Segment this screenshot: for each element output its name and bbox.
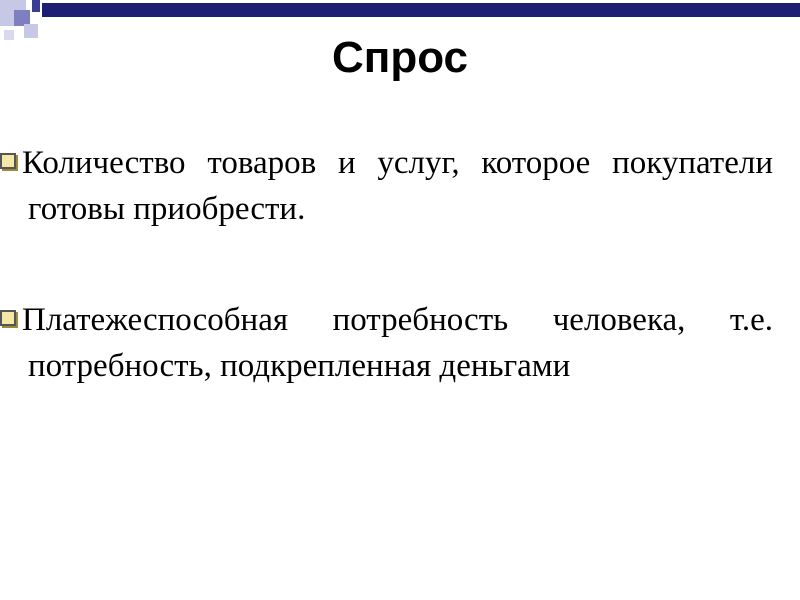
deco-square [32,0,40,12]
bullet-item-1 [22,140,773,232]
square-bullet-icon [0,153,16,169]
slide-title: Спрос [332,33,468,82]
square-bullet-icon [0,310,16,326]
header-bar [42,3,800,17]
bullet-text-2: Платежеспособная потребность человека, т.е. потребность, подкрепленная деньгами [22,302,773,384]
bullet-item-2 [22,297,773,389]
bullet-text-1: Количество товаров и услуг, которое покупатели готовы приобрести. [22,145,773,227]
